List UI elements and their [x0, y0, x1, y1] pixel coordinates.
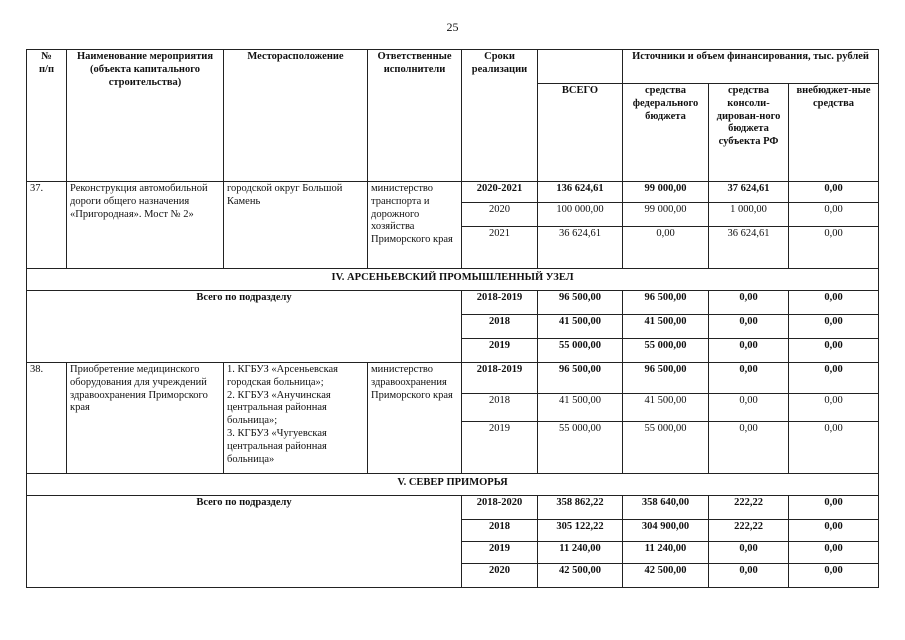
cell-total: 41 500,00	[538, 394, 623, 422]
cell-total: 136 624,61	[538, 182, 623, 203]
cell-total: 41 500,00	[538, 315, 623, 339]
cell-total: 358 862,22	[538, 496, 623, 520]
row-num: 37.	[27, 182, 67, 269]
table-row	[27, 363, 879, 394]
cell-period: 2018	[462, 394, 538, 422]
cell-total: 36 624,61	[538, 227, 623, 269]
cell-regional: 0,00	[709, 339, 789, 363]
cell-period: 2018-2020	[462, 496, 538, 520]
cell-period: 2018-2019	[462, 291, 538, 315]
cell-federal: 96 500,00	[623, 291, 709, 315]
cell-extra: 0,00	[789, 315, 879, 339]
cell-total: 55 000,00	[538, 422, 623, 474]
cell-federal: 41 500,00	[623, 394, 709, 422]
row-name: Приобретение медицинского оборудования для учреждений здравоохранения Приморского края	[67, 363, 224, 474]
cell-total: 11 240,00	[538, 542, 623, 564]
cell-regional: 36 624,61	[709, 227, 789, 269]
cell-federal: 41 500,00	[623, 315, 709, 339]
cell-regional: 222,22	[709, 520, 789, 542]
cell-extra: 0,00	[789, 496, 879, 520]
cell-total: 96 500,00	[538, 363, 623, 394]
header-name: Наименование мероприятия (объекта капитального строительства)	[67, 50, 224, 182]
subtotal-label: Всего по подразделу	[27, 496, 462, 588]
cell-total: 42 500,00	[538, 564, 623, 588]
row-num: 38.	[27, 363, 67, 474]
cell-regional: 0,00	[709, 542, 789, 564]
section-row	[27, 269, 879, 291]
cell-total: 96 500,00	[538, 291, 623, 315]
subtotal-label: Всего по подразделу	[27, 291, 462, 363]
cell-extra: 0,00	[789, 203, 879, 227]
cell-regional: 0,00	[709, 315, 789, 339]
cell-regional: 0,00	[709, 422, 789, 474]
cell-extra: 0,00	[789, 542, 879, 564]
cell-regional: 222,22	[709, 496, 789, 520]
cell-federal: 55 000,00	[623, 422, 709, 474]
cell-federal: 304 900,00	[623, 520, 709, 542]
cell-total: 100 000,00	[538, 203, 623, 227]
cell-regional: 0,00	[709, 291, 789, 315]
cell-federal: 55 000,00	[623, 339, 709, 363]
header-federal: средства федерального бюджета	[623, 84, 709, 182]
cell-period: 2021	[462, 227, 538, 269]
cell-federal: 99 000,00	[623, 182, 709, 203]
cell-federal: 42 500,00	[623, 564, 709, 588]
row-name: Реконструкция автомобильной дороги общего назначения «Пригородная». Мост № 2»	[67, 182, 224, 269]
cell-period: 2018	[462, 520, 538, 542]
header-terms: Сроки реализации	[462, 50, 538, 182]
header-total: ВСЕГО	[538, 84, 623, 182]
cell-federal: 0,00	[623, 227, 709, 269]
cell-total: 55 000,00	[538, 339, 623, 363]
section-title: V. СЕВЕР ПРИМОРЬЯ	[27, 474, 879, 496]
header-funding: Источники и объем финансирования, тыс. рублей	[623, 50, 879, 84]
cell-period: 2018	[462, 315, 538, 339]
row-responsible: министерство транспорта и дорожного хозяйства Приморского края	[368, 182, 462, 269]
cell-regional: 0,00	[709, 394, 789, 422]
table-row	[27, 182, 879, 203]
cell-extra: 0,00	[789, 291, 879, 315]
cell-federal: 96 500,00	[623, 363, 709, 394]
subtotal-row	[27, 496, 879, 520]
cell-federal: 11 240,00	[623, 542, 709, 564]
cell-period: 2018-2019	[462, 363, 538, 394]
row-location: 1. КГБУЗ «Арсеньевская городская больница»; 2. КГБУЗ «Анучинская центральная районная больница»; 3. КГБУЗ «Чугуевская центральная районная больница»	[224, 363, 368, 474]
header-location: Месторасположение	[224, 50, 368, 182]
cell-period: 2020-2021	[462, 182, 538, 203]
cell-period: 2019	[462, 339, 538, 363]
header-num: № п/п	[27, 50, 67, 182]
cell-period: 2019	[462, 542, 538, 564]
cell-period: 2020	[462, 564, 538, 588]
cell-extra: 0,00	[789, 182, 879, 203]
cell-regional: 0,00	[709, 564, 789, 588]
cell-federal: 358 640,00	[623, 496, 709, 520]
cell-extra: 0,00	[789, 363, 879, 394]
cell-regional: 0,00	[709, 363, 789, 394]
row-location: городской округ Большой Камень	[224, 182, 368, 269]
cell-regional: 37 624,61	[709, 182, 789, 203]
header-row-1	[27, 50, 879, 84]
cell-extra: 0,00	[789, 227, 879, 269]
row-responsible: министерство здравоохранения Приморского края	[368, 363, 462, 474]
cell-period: 2019	[462, 422, 538, 474]
cell-extra: 0,00	[789, 564, 879, 588]
cell-period: 2020	[462, 203, 538, 227]
header-responsible: Ответственные исполнители	[368, 50, 462, 182]
cell-extra: 0,00	[789, 339, 879, 363]
cell-extra: 0,00	[789, 520, 879, 542]
cell-federal: 99 000,00	[623, 203, 709, 227]
cell-extra: 0,00	[789, 422, 879, 474]
cell-extra: 0,00	[789, 394, 879, 422]
section-row	[27, 474, 879, 496]
page-number: 25	[446, 20, 459, 34]
cell-regional: 1 000,00	[709, 203, 789, 227]
header-extra: внебюджет-ные средства	[789, 84, 879, 182]
cell-total: 305 122,22	[538, 520, 623, 542]
subtotal-row	[27, 291, 879, 315]
section-title: IV. АРСЕНЬЕВСКИЙ ПРОМЫШЛЕННЫЙ УЗЕЛ	[27, 269, 879, 291]
header-regional: средства консоли-дирован-ного бюджета субъекта РФ	[709, 84, 789, 182]
financing-table	[26, 49, 879, 588]
